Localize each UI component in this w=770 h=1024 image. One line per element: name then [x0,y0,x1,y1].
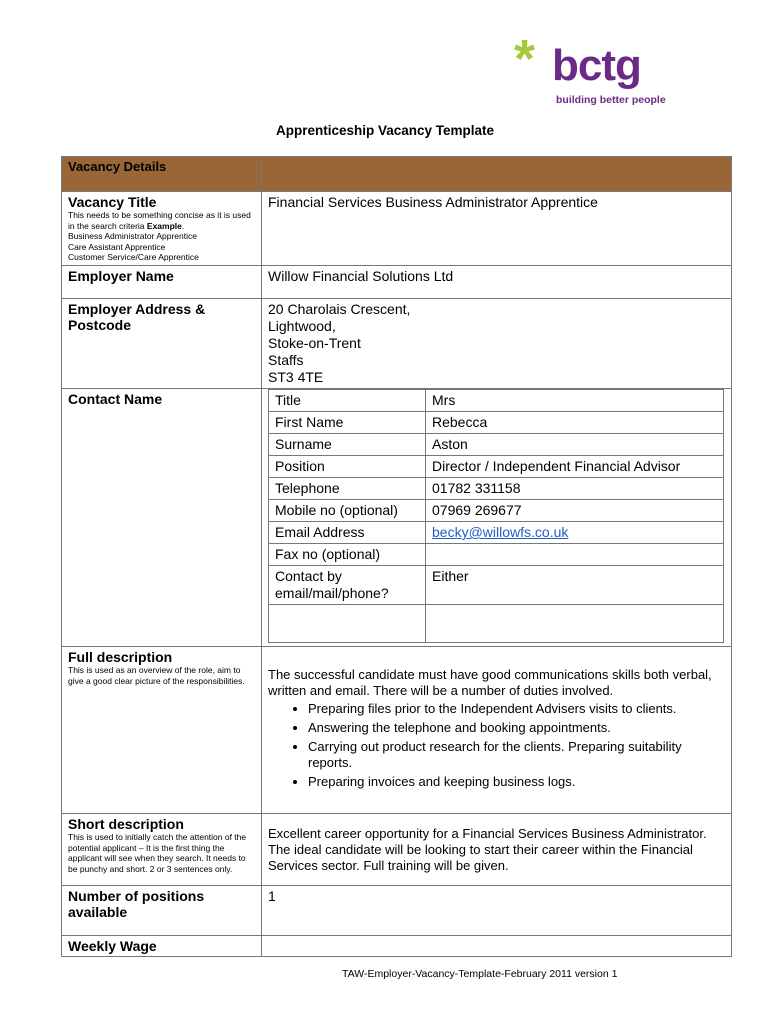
contact-title-value[interactable]: Mrs [426,390,724,412]
contact-mobile-value[interactable]: 07969 269677 [426,500,724,522]
contact-key: Fax no (optional) [269,544,426,566]
vacancy-title-row [62,192,732,266]
contact-first-name-row [269,412,724,434]
contact-preference-value[interactable]: Either [426,566,724,605]
contact-row [62,389,732,647]
logo-tagline: building better people [556,94,666,106]
contact-table [268,389,724,643]
vacancy-title-example: Care Assistant Apprentice [68,241,166,252]
vacancy-table [61,156,732,957]
duty-item: • Preparing invoices and keeping business logs. [308,774,725,790]
employer-name-row [62,266,732,299]
positions-value[interactable]: 1 [262,886,732,936]
logo-wordmark: bctg [552,41,641,90]
contact-telephone-value[interactable]: 01782 331158 [426,478,724,500]
contact-email-row [269,522,724,544]
vacancy-title-example: Business Administrator Apprentice [68,231,197,241]
full-description-intro: The successful candidate must have good communications skills both verbal, written and email. There will be a number of duties involved. [268,667,712,698]
weekly-wage-label: Weekly Wage [68,938,157,954]
address-line: ST3 4TE [268,369,324,385]
document-title: Apprenticeship Vacancy Template [275,123,495,138]
contact-blank-row [269,605,724,643]
contact-fax-row [269,544,724,566]
contact-surname-value[interactable]: Aston [426,434,724,456]
short-description-value[interactable]: Excellent career opportunity for a Financial Services Business Administrator. The ideal candidate will be looking to start their career within the Financial Services sector. Full training will be given. [262,814,732,886]
vacancy-title-note: This needs to be something concise as it is used in the search criteria Example. [68,210,251,231]
contact-key: Title [269,390,426,412]
short-description-label: Short description [68,816,184,832]
contact-mobile-row [269,500,724,522]
contact-fax-value[interactable] [426,544,724,566]
contact-blank-value[interactable] [426,605,724,643]
contact-key: Surname [269,434,426,456]
duties-list [268,701,725,790]
weekly-wage-row [62,936,732,957]
vacancy-title-label: Vacancy Title [68,194,157,210]
contact-blank-key [269,605,426,643]
contact-surname-row [269,434,724,456]
weekly-wage-value[interactable] [262,936,732,957]
contact-telephone-row [269,478,724,500]
address-line: Staffs [268,352,304,368]
address-line: 20 Charolais Crescent, [268,301,411,317]
full-description-note: This is used as an overview of the role, aim to give a good clear picture of the responsibilities. [68,665,245,686]
vacancy-details-header-value [262,157,732,192]
full-description-row [62,647,732,814]
short-description-row [62,814,732,886]
footer-text: TAW-Employer-Vacancy-Template-February 2011 version 1 [342,968,618,980]
email-link[interactable]: becky@willowfs.co.uk [432,524,569,540]
employer-name-label: Employer Name [68,268,174,284]
address-line: Lightwood, [268,318,336,334]
logo-star-icon: * [514,29,536,89]
contact-key: Position [269,456,426,478]
contact-key: Contact by email/mail/phone? [269,566,426,605]
positions-row [62,886,732,936]
vacancy-details-heading: Vacancy Details [62,157,262,192]
contact-name-label: Contact Name [68,391,163,407]
employer-name-value[interactable]: Willow Financial Solutions Ltd [262,266,732,299]
address-line: Stoke-on-Trent [268,335,361,351]
contact-key: Email Address [269,522,426,544]
contact-key: Mobile no (optional) [269,500,426,522]
employer-address-row [62,299,732,389]
contact-key: First Name [269,412,426,434]
bctg-logo [512,29,666,110]
employer-address-value[interactable] [262,299,732,389]
vacancy-title-example: Customer Service/Care Apprentice [68,252,199,262]
contact-title-row [269,390,724,412]
duty-item: • Carrying out product research for the clients. Preparing suitability reports. [308,739,725,771]
positions-label: Number of positions available [68,888,205,920]
vacancy-details-header-row [62,157,732,192]
duty-item: • Preparing files prior to the Independent Advisers visits to clients. [308,701,725,717]
full-description-value[interactable] [262,647,732,814]
contact-key: Telephone [269,478,426,500]
duty-item: • Answering the telephone and booking appointments. [308,720,725,736]
contact-position-row [269,456,724,478]
employer-address-label: Employer Address & Postcode [68,301,206,333]
short-description-note: This is used to initially catch the attention of the potential applicant – It is the first thing the applicant will see when they search. It needs to be punchy and short. 2 or 3 sentences only. [68,832,247,874]
contact-position-value[interactable]: Director / Independent Financial Advisor [426,456,724,478]
contact-preference-row [269,566,724,605]
contact-first-name-value[interactable]: Rebecca [426,412,724,434]
vacancy-title-value[interactable]: Financial Services Business Administrator Apprentice [262,192,732,266]
full-description-label: Full description [68,649,173,665]
